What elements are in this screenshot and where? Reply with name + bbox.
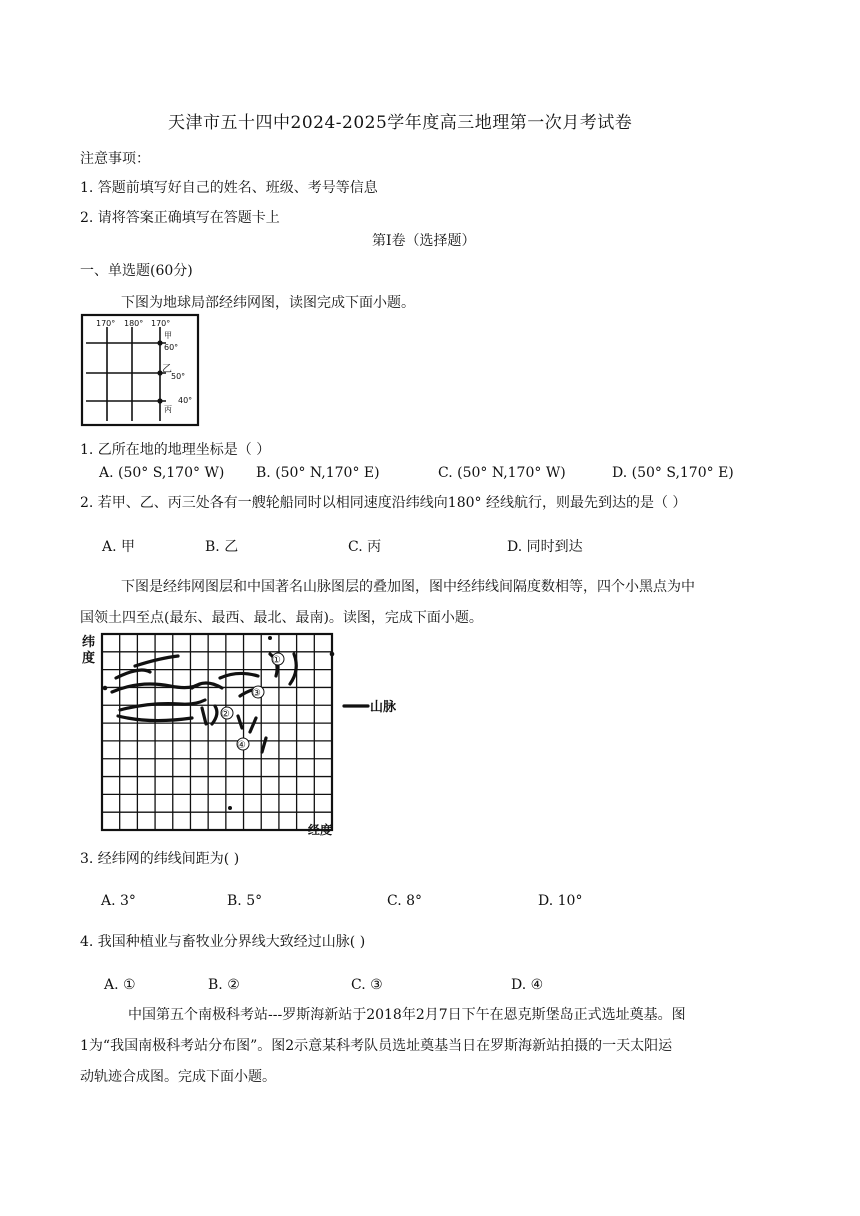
territory-east-dot (330, 652, 335, 657)
mountain-grid-figure (80, 628, 410, 838)
notice-heading: 注意事项： (80, 151, 150, 167)
q3-option-b[interactable]: B. 5° (227, 893, 263, 909)
territory-south-dot (228, 806, 232, 810)
marker-1: ① (272, 655, 281, 666)
point-jia-dot (157, 340, 162, 345)
territory-west-dot (103, 686, 108, 691)
fig2-xlabel: 经度 (308, 823, 333, 837)
fig1-right-label-2: 50° (171, 372, 186, 381)
q3-option-a[interactable]: A. 3° (101, 893, 136, 909)
q2-option-a[interactable]: A. 甲 (102, 539, 136, 555)
marker-4: ④ (237, 740, 246, 751)
fig1-point-bing: 丙 (164, 405, 172, 414)
fig1-point-yi: 乙 (162, 364, 172, 375)
q4-option-d[interactable]: D. ④ (511, 977, 544, 993)
legend-mountain-label: 山脉 (370, 700, 397, 715)
q1-option-a[interactable]: A. (50° S,170° W) (99, 465, 225, 481)
q1-option-b[interactable]: B. (50° N,170° E) (256, 465, 380, 481)
q3-option-d[interactable]: D. 10° (538, 893, 583, 909)
notice-item-1: 1. 答题前填写好自己的姓名、班级、考号等信息 (80, 180, 378, 196)
fig1-top-label-1: 170° (96, 319, 116, 328)
fig1-top-label-2: 180° (124, 319, 144, 328)
fig2-ylabel-1: 纬 (82, 635, 96, 650)
q1-stem: 1. 乙所在地的地理坐标是（ ） (80, 442, 271, 458)
q2-option-d[interactable]: D. 同时到达 (507, 539, 583, 555)
intro-3-line-1: 中国第五个南极科考站---罗斯海新站于2018年2月7日下午在恩克斯堡岛正式选址奠基。图 (128, 1007, 686, 1023)
fig1-right-label-1: 60° (164, 343, 179, 352)
q2-option-c[interactable]: C. 丙 (348, 539, 382, 555)
q2-stem: 2. 若甲、乙、丙三处各有一艘轮船同时以相同速度沿纬线向180° 经线航行，则最先到达的是（ ） (80, 495, 687, 511)
q3-stem: 3. 经纬网的纬线间距为( ) (80, 851, 240, 867)
q3-option-c[interactable]: C. 8° (387, 893, 423, 909)
q4-option-a[interactable]: A. ① (104, 977, 136, 993)
marker-3: ③ (252, 688, 261, 699)
page-title: 天津市五十四中2024-2025学年度高三地理第一次月考试卷 (168, 113, 633, 133)
fig2-ylabel-2: 度 (82, 651, 96, 666)
intro-2-line-2: 国领土四至点(最东、最西、最北、最南)。读图，完成下面小题。 (80, 610, 483, 626)
q2-option-b[interactable]: B. 乙 (205, 539, 239, 555)
graticule-figure (80, 313, 200, 427)
intro-3-line-2: 1为“我国南极科考站分布图”。图2示意某科考队员选址奠基当日在罗斯海新站拍摄的一天太阳运 (80, 1038, 673, 1054)
marker-2: ② (221, 709, 230, 720)
q4-option-c[interactable]: C. ③ (351, 977, 383, 993)
point-bing-dot (157, 398, 162, 403)
fig1-right-label-3: 40° (178, 396, 193, 405)
intro-1: 下图为地球局部经纬网图，读图完成下面小题。 (121, 295, 415, 311)
section-title: 一、单选题(60分) (80, 263, 193, 279)
q4-option-b[interactable]: B. ② (208, 977, 240, 993)
q4-stem: 4. 我国种植业与畜牧业分界线大致经过山脉( ) (80, 934, 366, 950)
notice-item-2: 2. 请将答案正确填写在答题卡上 (80, 210, 280, 226)
intro-3-line-3: 动轨迹合成图。完成下面小题。 (80, 1069, 276, 1085)
fig1-top-label-3: 170° (151, 319, 171, 328)
q1-option-d[interactable]: D. (50° S,170° E) (612, 465, 734, 481)
territory-north-dot (268, 636, 272, 640)
intro-2-line-1: 下图是经纬网图层和中国著名山脉图层的叠加图，图中经纬线间隔度数相等，四个小黑点为中 (121, 579, 695, 595)
fig1-point-jia: 甲 (164, 331, 172, 340)
q1-option-c[interactable]: C. (50° N,170° W) (438, 465, 566, 481)
part-title: 第Ⅰ卷（选择题） (372, 233, 476, 249)
